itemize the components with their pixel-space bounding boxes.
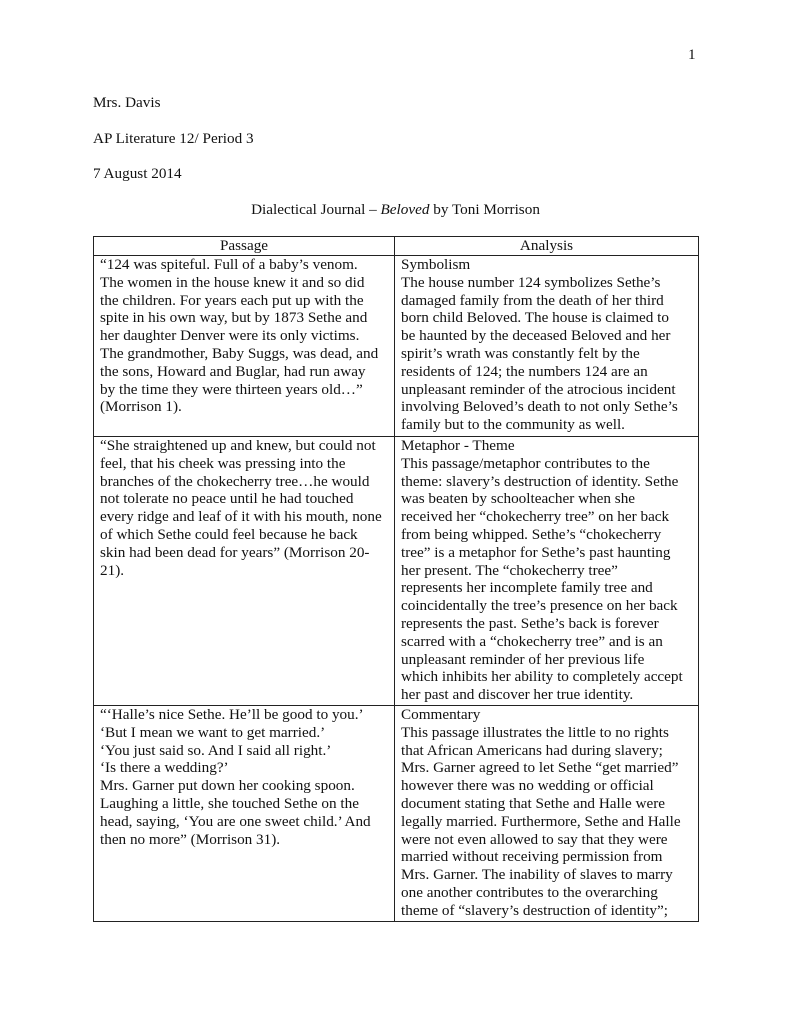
- table-header-row: [94, 237, 699, 256]
- page-number: 1: [688, 46, 696, 63]
- title-book: Beloved: [380, 201, 430, 218]
- passage-cell: [94, 256, 395, 437]
- analysis-cell: [395, 256, 699, 437]
- analysis-text: This passage illustrates the little to no rights that African Americans had during slavery; Mrs. Garner agreed to let Sethe “get married” however there was no wedding or official document stating that Sethe and Halle were legally married. Furthermore, Sethe and Halle were not even allowed to say that they were married without receiving permission from Mrs. Garner. The inability of slaves to marry one another contributes to the overarching theme of “slavery’s destruction of identity”;: [401, 723, 681, 919]
- journal-table: [93, 236, 699, 922]
- passage-text: “124 was spiteful. Full of a baby’s venom. The women in the house knew it and so did the children. For years each put up with the spite in his own way, but by 1873 Sethe and her daughter Denver were its only victims. The grandmother, Baby Suggs, was dead, and the sons, Howard and Buglar, had run away by the time they were thirteen years old…” (Morrison 1).: [100, 256, 379, 416]
- table-row: [94, 256, 699, 437]
- table-row: [94, 437, 699, 706]
- passage-cell: [94, 437, 395, 706]
- analysis-type: Symbolism: [401, 256, 471, 273]
- analysis-cell: [395, 706, 699, 922]
- analysis-text: This passage/metaphor contributes to the theme: slavery’s destruction of identity. Sethe was beaten by schoolteacher when she received her “chokecherry tree” on her back from being whipped. Sethe’s “chokecherry tree” is a metaphor for Sethe’s past haunting her present. The “chokecherry tree” represents her incomplete family tree and coincidentally the tree’s presence on her back represents the past. Sethe’s back is forever scarred with a “chokecherry tree” and is an unpleasant reminder of her previous life which inhibits her ability to completely accept her past and discover her true identity.: [401, 454, 683, 704]
- analysis-type: Metaphor - Theme: [401, 437, 515, 454]
- analysis-header: Analysis: [395, 237, 699, 256]
- analysis-cell: [395, 437, 699, 706]
- teacher-name: Mrs. Davis: [93, 94, 161, 111]
- analysis-type: Commentary: [401, 706, 481, 723]
- passage-text: “‘Halle’s nice Sethe. He’ll be good to you.’ ‘But I mean we want to get married.’ ‘You just said so. And I said all right.’ ‘Is there a wedding?’ Mrs. Garner put down her cooking spoon. Laughing a little, she touched Sethe on the head, saying, ‘You are one sweet child.’ And then no more” (Morrison 31).: [100, 706, 371, 848]
- table-row: [94, 706, 699, 922]
- passage-header: Passage: [94, 237, 395, 256]
- course-info: AP Literature 12/ Period 3: [93, 130, 254, 147]
- passage-cell: [94, 706, 395, 922]
- title-prefix: Dialectical Journal –: [251, 201, 381, 218]
- passage-text: “She straightened up and knew, but could not feel, that his cheek was pressing into the branches of the chokecherry tree…he would not tolerate no peace until he had touched every ridge and leaf of it with his mouth, none of which Sethe could feel because he back skin had been dead for years” (Morrison 20- 21).: [100, 437, 382, 579]
- date-line: 7 August 2014: [93, 165, 182, 182]
- document-title: [0, 201, 791, 219]
- analysis-text: The house number 124 symbolizes Sethe’s damaged family from the death of her third born child Beloved. The house is claimed to be haunted by the deceased Beloved and her spirit’s wrath was constantly felt by the residents of 124; the numbers 124 are an unpleasant reminder of the atrocious incident involving Beloved’s death to not only Sethe’s family but to the community as well.: [401, 273, 678, 434]
- title-suffix: by Toni Morrison: [429, 201, 540, 218]
